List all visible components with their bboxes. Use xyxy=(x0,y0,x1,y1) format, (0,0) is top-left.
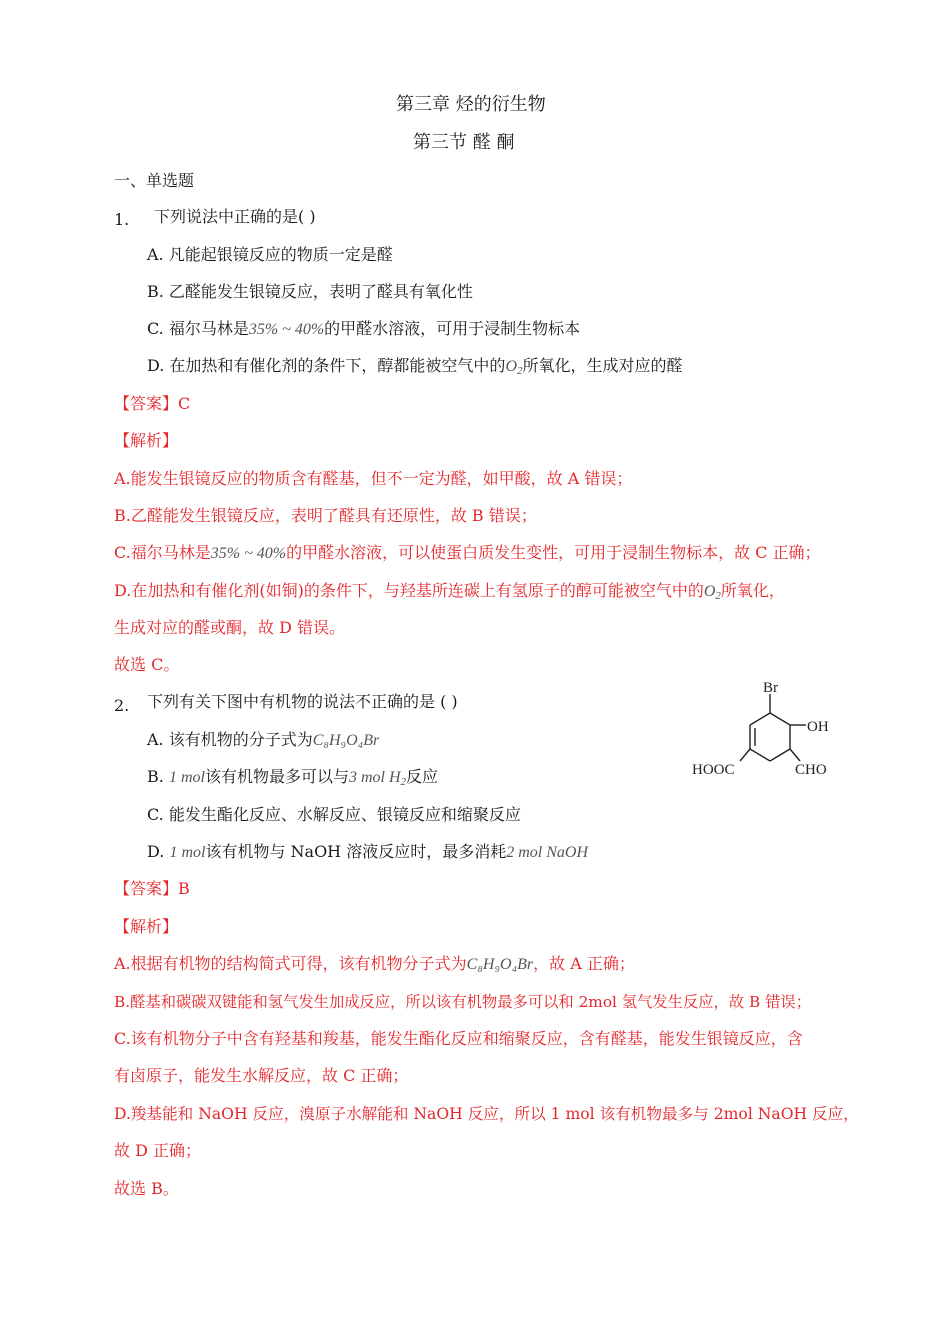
q2-analysis-label: 【解析】 xyxy=(114,917,179,936)
q2-option-d-math1: 1 mol xyxy=(169,844,206,861)
q1-analysis-d1 xyxy=(114,580,785,607)
q2-analysis-c1: C.该有机物分子中含有羟基和羧基，能发生酯化反应和缩聚反应，含有醛基，能发生银镜反应，含 xyxy=(114,1029,803,1048)
bond-cooh xyxy=(740,749,750,761)
q1-option-d-sub: 2 xyxy=(517,365,523,377)
q1-option-a: A. 凡能起银镜反应的物质一定是醛 xyxy=(147,245,393,264)
q2-option-a-text: A. 该有机物的分子式为 xyxy=(147,730,313,749)
q1-number: 1. xyxy=(114,210,130,229)
label-oh: OH xyxy=(807,719,829,735)
q2-analysis-d1: D.羧基能和 NaOH 反应，溴原子水解能和 NaOH 反应，所以 1 mol 该有机物最多与 2mol NaOH 反应， xyxy=(114,1105,859,1123)
q1-option-c xyxy=(147,318,580,341)
q1-analysis-d1-tail: 所氧化， xyxy=(720,581,785,600)
q1-option-d-tail: 所氧化，生成对应的醛 xyxy=(522,356,683,375)
q2-analysis-a xyxy=(114,953,635,976)
q1-analysis-c xyxy=(114,542,821,565)
ring-bond-6 xyxy=(750,713,770,725)
ring-bond-3 xyxy=(770,749,790,761)
ring-bond-4 xyxy=(750,749,770,761)
q1-conclusion: 故选 C。 xyxy=(114,655,180,674)
structural-formula xyxy=(690,680,850,790)
q2-option-d-math2: 2 mol NaOH xyxy=(506,844,589,861)
q2-option-b-text: B. xyxy=(147,767,169,786)
q1-analysis-d1-text: D.在加热和有催化剂(如铜)的条件下，与羟基所连碳上有氢原子的醇可能被空气中的 xyxy=(114,581,704,600)
q2-analysis-a-text: A.根据有机物的结构简式可得，该有机物分子式为 xyxy=(114,954,467,973)
q2-analysis-a-tail: ，故 A 正确； xyxy=(533,954,635,973)
q1-analysis-d1-math: O xyxy=(703,583,716,600)
section-heading: 一、单选题 xyxy=(114,171,195,190)
q2-analysis-b: B.醛基和碳碳双键能和氢气发生加成反应，所以该有机物最多可以和 2mol 氢气发生反应，故 B 错误； xyxy=(114,993,812,1011)
q1-analysis-c-math: 35% ~ 40% xyxy=(210,545,287,562)
q2-option-b-math2: 3 mol H xyxy=(348,769,401,786)
q2-option-b-mid: 该有机物最多可以与 xyxy=(204,767,349,786)
q2-option-b-tail: 反应 xyxy=(406,767,439,786)
q1-option-d-text: D. 在加热和有催化剂的条件下，醇都能被空气中的 xyxy=(147,356,506,375)
bond-cho xyxy=(790,749,800,761)
q2-option-d xyxy=(147,841,588,864)
q1-option-c-tail: 的甲醛水溶液，可用于浸制生物标本 xyxy=(324,319,581,338)
q2-analysis-a-formula: C₈H₉O₄Br xyxy=(466,956,534,973)
q2-option-b-sub: 2 xyxy=(400,776,407,788)
q2-option-b-math1: 1 mol xyxy=(168,769,205,786)
q2-option-b xyxy=(147,766,438,793)
q1-option-d xyxy=(147,355,683,382)
q1-analysis-d1-sub: 2 xyxy=(715,590,721,602)
label-cho: CHO xyxy=(795,762,827,778)
q2-option-d-mid: 该有机物与 NaOH 溶液反应时，最多消耗 xyxy=(205,842,507,861)
q1-analysis-label: 【解析】 xyxy=(114,431,179,450)
q1-analysis-a: A.能发生银镜反应的物质含有醛基，但不一定为醛，如甲酸，故 A 错误； xyxy=(114,469,633,488)
q2-conclusion: 故选 B。 xyxy=(114,1179,179,1198)
q2-option-c: C. 能发生酯化反应、水解反应、银镜反应和缩聚反应 xyxy=(147,805,521,824)
ring-bond-1 xyxy=(770,713,790,725)
q2-analysis-c2: 有卤原子，能发生水解反应，故 C 正确； xyxy=(114,1066,409,1085)
chapter-title: 第三章 烃的衍生物 xyxy=(396,94,546,115)
q2-option-a-formula: C₈H₉O₄Br xyxy=(312,732,380,749)
q2-answer: 【答案】B xyxy=(114,879,190,898)
q1-analysis-c-text: C.福尔马林是 xyxy=(114,543,211,562)
q1-analysis-b: B.乙醛能发生银镜反应，表明了醛具有还原性，故 B 错误； xyxy=(114,506,537,525)
label-br: Br xyxy=(763,680,778,696)
q2-analysis-d2: 故 D 正确； xyxy=(114,1141,202,1160)
q1-option-c-text: C. 福尔马林是 xyxy=(147,319,249,338)
q2-number: 2. xyxy=(114,696,130,715)
q2-stem: 下列有关下图中有机物的说法不正确的是 ( ) xyxy=(147,692,458,711)
q1-option-b: B. 乙醛能发生银镜反应，表明了醛具有氧化性 xyxy=(147,282,473,301)
q1-answer: 【答案】C xyxy=(114,394,191,413)
q1-analysis-c-tail: 的甲醛水溶液，可以使蛋白质发生变性，可用于浸制生物标本，故 C 正确； xyxy=(286,543,821,562)
label-hooc: HOOC xyxy=(692,762,735,778)
q1-stem: 下列说法中正确的是( ) xyxy=(154,207,316,226)
q1-analysis-d2: 生成对应的醛或酮，故 D 错误。 xyxy=(114,618,346,637)
q2-option-a xyxy=(147,729,379,752)
section-title: 第三节 醛 酮 xyxy=(413,132,515,153)
q2-option-d-text: D. xyxy=(147,842,170,861)
q1-option-c-math: 35% ~ 40% xyxy=(248,321,325,338)
q1-option-d-math: O xyxy=(505,358,517,375)
